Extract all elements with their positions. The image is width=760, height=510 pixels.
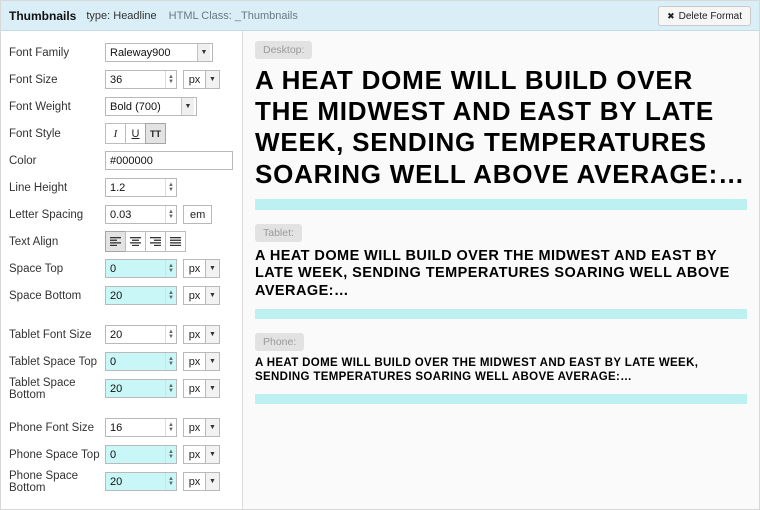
row-phone-space-top xyxy=(1,441,242,468)
font-family-value: Raleway900 xyxy=(110,46,171,59)
delete-format-button[interactable] xyxy=(658,6,751,26)
stepper-icon[interactable]: ▲ ▼ xyxy=(165,287,176,304)
stepper-icon[interactable]: ▲ ▼ xyxy=(165,473,176,490)
section-divider xyxy=(1,309,242,321)
stepper-icon[interactable]: ▲ ▼ xyxy=(165,260,176,277)
section-divider xyxy=(1,402,242,414)
font-size-unit-chevron-down-icon[interactable]: ▼ xyxy=(205,70,220,89)
phone-space-top-input[interactable] xyxy=(105,445,177,464)
desktop-preview-text: A HEAT DOME WILL BUILD OVER THE MIDWEST AND EAST BY LATE WEEK, SENDING TEMPERATURES SOARING WELL ABOVE AVERAGE:… xyxy=(255,65,745,189)
page-title: Thumbnails xyxy=(9,8,77,23)
space-top-label: Space Top xyxy=(9,262,64,275)
align-center-icon xyxy=(130,237,141,246)
phone-font-size-label: Phone Font Size xyxy=(9,421,95,434)
preview-phone xyxy=(255,333,747,404)
space-top-input[interactable] xyxy=(105,259,177,278)
tablet-preview-text: A HEAT DOME WILL BUILD OVER THE MIDWEST AND EAST BY LATE WEEK, SENDING TEMPERATURES SOARING WELL ABOVE AVERAGE:… xyxy=(255,247,730,299)
tablet-font-size-label: Tablet Font Size xyxy=(9,328,92,341)
settings-panel xyxy=(1,31,243,509)
align-right-icon xyxy=(150,237,161,246)
phone-tag: Phone: xyxy=(255,333,304,351)
row-letter-spacing xyxy=(1,201,242,228)
space-top-unit-chevron-down-icon[interactable]: ▼ xyxy=(205,259,220,278)
tablet-tag: Tablet: xyxy=(255,224,302,242)
font-weight-value: Bold (700) xyxy=(110,100,161,113)
tablet-space-top-input[interactable] xyxy=(105,352,177,371)
row-phone-font-size xyxy=(1,414,242,441)
letter-spacing-input[interactable] xyxy=(105,205,177,224)
row-font-weight xyxy=(1,93,242,120)
space-bottom-value: 20 xyxy=(110,289,123,302)
desktop-tag: Desktop: xyxy=(255,41,312,59)
phone-space-top-unit: px xyxy=(183,445,205,464)
space-top-unit: px xyxy=(183,259,205,278)
underline-button[interactable]: U xyxy=(125,123,146,144)
format-type-label: type: Headline xyxy=(86,9,157,22)
phone-font-size-unit: px xyxy=(183,418,205,437)
header-bar xyxy=(1,1,759,31)
row-color xyxy=(1,147,242,174)
row-space-bottom xyxy=(1,282,242,309)
font-size-unit: px xyxy=(183,70,205,89)
align-center-button[interactable] xyxy=(125,231,146,252)
letter-spacing-value: 0.03 xyxy=(110,208,132,221)
phone-space-bottom-indicator xyxy=(255,394,747,404)
tablet-font-size-value: 20 xyxy=(110,328,123,341)
phone-space-bottom-label: Phone Space Bottom xyxy=(9,469,79,494)
space-bottom-unit: px xyxy=(183,286,205,305)
tablet-space-top-unit: px xyxy=(183,352,205,371)
preview-tablet xyxy=(255,224,747,319)
phone-space-bottom-unit-chevron-down-icon[interactable]: ▼ xyxy=(205,472,220,491)
align-justify-button[interactable] xyxy=(165,231,186,252)
row-tablet-font-size xyxy=(1,321,242,348)
font-weight-label: Font Weight xyxy=(9,100,71,113)
chevron-down-icon: ▼ xyxy=(197,44,210,61)
line-height-label: Line Height xyxy=(9,181,68,194)
phone-space-top-value: 0 xyxy=(110,448,117,461)
space-top-value: 0 xyxy=(110,262,117,275)
font-weight-select[interactable] xyxy=(105,97,197,116)
stepper-icon[interactable]: ▲ ▼ xyxy=(165,206,176,223)
font-style-label: Font Style xyxy=(9,127,61,140)
text-align-label: Text Align xyxy=(9,235,59,248)
tablet-space-top-unit-chevron-down-icon[interactable]: ▼ xyxy=(205,352,220,371)
tablet-space-top-label: Tablet Space Top xyxy=(9,355,98,368)
tablet-space-bottom-input[interactable] xyxy=(105,379,177,398)
row-space-top xyxy=(1,255,242,282)
stepper-icon[interactable]: ▲ ▼ xyxy=(165,380,176,397)
align-justify-icon xyxy=(170,237,181,246)
font-family-label: Font Family xyxy=(9,46,70,59)
preview-desktop xyxy=(255,41,747,210)
color-label: Color xyxy=(9,154,37,167)
line-height-value: 1.2 xyxy=(110,181,126,194)
text-transform-button[interactable]: TT xyxy=(145,123,166,144)
tablet-font-size-unit: px xyxy=(183,325,205,344)
row-tablet-space-top xyxy=(1,348,242,375)
stepper-icon[interactable]: ▲ ▼ xyxy=(165,419,176,436)
font-size-label: Font Size xyxy=(9,73,58,86)
row-font-size xyxy=(1,66,242,93)
chevron-down-icon: ▼ xyxy=(181,98,194,115)
html-class-label: HTML Class: _Thumbnails xyxy=(168,9,298,22)
tablet-font-size-unit-chevron-down-icon[interactable]: ▼ xyxy=(205,325,220,344)
phone-font-size-value: 16 xyxy=(110,421,123,434)
letter-spacing-label: Letter Spacing xyxy=(9,208,84,221)
delete-format-label: Delete Format xyxy=(678,10,742,22)
phone-preview-text: A HEAT DOME WILL BUILD OVER THE MIDWEST AND EAST BY LATE WEEK, SENDING TEMPERATURES SOARING WELL ABOVE AVERAGE:… xyxy=(255,356,699,383)
tablet-font-size-input[interactable] xyxy=(105,325,177,344)
space-bottom-label: Space Bottom xyxy=(9,289,82,302)
stepper-icon[interactable]: ▲ ▼ xyxy=(165,71,176,88)
letter-spacing-unit: em xyxy=(183,205,212,224)
row-tablet-space-bottom xyxy=(1,375,242,402)
align-left-icon xyxy=(110,237,121,246)
stepper-icon[interactable]: ▲ ▼ xyxy=(165,353,176,370)
tablet-space-bottom-label: Tablet Space Bottom xyxy=(9,376,76,401)
phone-space-bottom-value: 20 xyxy=(110,475,123,488)
phone-space-bottom-unit: px xyxy=(183,472,205,491)
align-right-button[interactable] xyxy=(145,231,166,252)
font-family-select[interactable] xyxy=(105,43,213,62)
font-size-input[interactable] xyxy=(105,70,177,89)
italic-button[interactable]: I xyxy=(105,123,126,144)
phone-space-top-label: Phone Space Top xyxy=(9,448,100,461)
space-bottom-input[interactable] xyxy=(105,286,177,305)
row-font-family xyxy=(1,39,242,66)
line-height-input[interactable] xyxy=(105,178,177,197)
stepper-icon[interactable]: ▲ ▼ xyxy=(165,326,176,343)
color-input[interactable] xyxy=(105,151,233,170)
stepper-icon[interactable]: ▲ ▼ xyxy=(165,179,176,196)
editor-body xyxy=(1,31,759,509)
color-value: #000000 xyxy=(110,154,153,167)
row-line-height xyxy=(1,174,242,201)
tablet-space-bottom-indicator xyxy=(255,309,747,319)
row-font-style xyxy=(1,120,242,147)
phone-space-bottom-input[interactable] xyxy=(105,472,177,491)
preview-panel xyxy=(243,31,759,509)
tablet-space-bottom-unit-chevron-down-icon[interactable]: ▼ xyxy=(205,379,220,398)
tablet-space-bottom-unit: px xyxy=(183,379,205,398)
align-left-button[interactable] xyxy=(105,231,126,252)
tablet-space-bottom-value: 20 xyxy=(110,382,123,395)
tablet-space-top-value: 0 xyxy=(110,355,117,368)
space-bottom-unit-chevron-down-icon[interactable]: ▼ xyxy=(205,286,220,305)
stepper-icon[interactable]: ▲ ▼ xyxy=(165,446,176,463)
row-text-align xyxy=(1,228,242,255)
close-icon: ✖ xyxy=(667,10,675,21)
phone-font-size-unit-chevron-down-icon[interactable]: ▼ xyxy=(205,418,220,437)
phone-font-size-input[interactable] xyxy=(105,418,177,437)
phone-space-top-unit-chevron-down-icon[interactable]: ▼ xyxy=(205,445,220,464)
desktop-space-bottom-indicator xyxy=(255,199,747,210)
row-phone-space-bottom xyxy=(1,468,242,495)
font-size-value: 36 xyxy=(110,73,123,86)
